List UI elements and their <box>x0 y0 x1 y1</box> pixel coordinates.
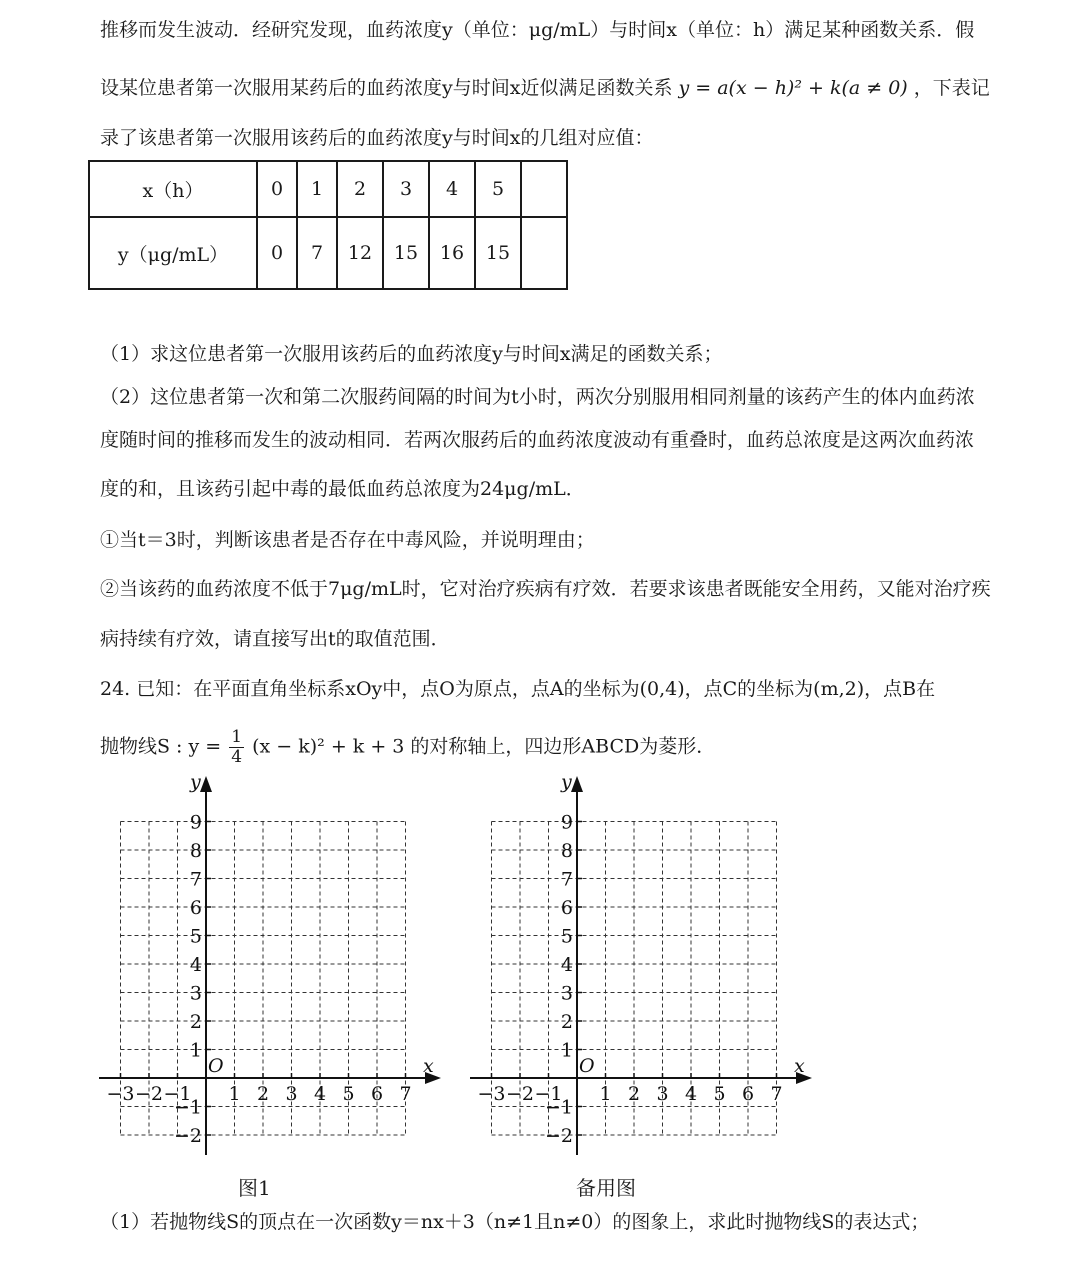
y-tick-label: 7 <box>560 868 573 891</box>
y-tick-label: 3 <box>189 982 202 1005</box>
table-cell: 5 <box>475 161 521 217</box>
table-cell: 12 <box>337 217 383 289</box>
p23-question2-line3: 度的和，且该药引起中毒的最低血药总浓度为24μg/mL． <box>100 478 585 500</box>
x-tick-label: −2 <box>505 1083 535 1105</box>
y-tick-label: 1 <box>189 1039 202 1062</box>
table-cell: 1 <box>297 161 337 217</box>
fraction <box>229 728 244 767</box>
fraction-denominator: 4 <box>231 747 243 767</box>
table-cell: 2 <box>337 161 383 217</box>
p24-question1: （1）若抛物线S的顶点在一次函数y＝nx＋3（n≠1且n≠0）的图象上，求此时抛物线S的表达式； <box>100 1211 930 1233</box>
x-tick-label: 5 <box>342 1083 355 1105</box>
y-tick-label: −2 <box>544 1125 573 1147</box>
x-tick-label: 2 <box>256 1083 270 1105</box>
origin-label: O <box>208 1055 224 1077</box>
p23-line3: 录了该患者第一次服用该药后的血药浓度y与时间x的几组对应值： <box>100 127 654 149</box>
x-tick-label: 2 <box>627 1083 641 1105</box>
x-tick-label: −1 <box>163 1083 192 1105</box>
y-tick-label: −1 <box>544 1096 573 1119</box>
x-tick-label: −1 <box>534 1083 563 1105</box>
fraction-numerator: 1 <box>231 727 243 747</box>
p23-line1: 推移而发生波动．经研究发现，血药浓度y（单位：μg/mL）与时间x（单位：h）满足某种函数关系．假 <box>100 19 975 41</box>
table-header-x: x（h） <box>89 161 257 217</box>
y-tick-label: 4 <box>189 954 202 976</box>
x-tick-label: 1 <box>599 1083 612 1105</box>
y-tick-label: 5 <box>189 925 202 948</box>
x-tick-label: 4 <box>684 1083 698 1105</box>
concentration-table <box>88 160 568 290</box>
table-cell: 15 <box>383 217 429 289</box>
p23-question1: （1）求这位患者第一次服用该药后的血药浓度y与时间x满足的函数关系； <box>100 343 723 365</box>
y-axis-label: y <box>561 771 572 793</box>
p23-line2-pre: 设某位患者第一次服用某药后的血药浓度y与时间x近似满足函数关系 <box>100 77 673 99</box>
p23-question2-line2: 度随时间的推移而发生的波动相同．若两次服药后的血药浓度波动有重叠时，血药总浓度是这两次血药浓 <box>100 429 975 451</box>
table-cell: 15 <box>475 217 521 289</box>
coordinate-grid-figure1 <box>95 770 445 1160</box>
y-tick-label: 9 <box>189 811 202 834</box>
origin-label: O <box>579 1055 595 1077</box>
p24-line2 <box>100 728 715 767</box>
x-axis-label: x <box>794 1055 805 1077</box>
x-tick-label: 7 <box>399 1083 412 1105</box>
table-cell: 7 <box>297 217 337 289</box>
table-cell: 0 <box>257 217 297 289</box>
table-cell: 0 <box>257 161 297 217</box>
p24-line2-pre: 抛物线S : y = <box>100 735 222 758</box>
x-tick-label: −3 <box>106 1083 135 1105</box>
table-cell: 4 <box>429 161 475 217</box>
caption-spare-figure: 备用图 <box>576 1176 636 1200</box>
x-tick-label: 5 <box>713 1083 726 1105</box>
y-tick-label: 9 <box>560 811 573 834</box>
p23-line2-post: ，下表记 <box>913 77 990 99</box>
y-tick-label: 6 <box>560 897 573 919</box>
y-tick-label: 7 <box>189 868 202 891</box>
y-tick-label: 6 <box>189 897 202 919</box>
y-tick-label: 2 <box>189 1011 202 1033</box>
table-cell <box>521 217 567 289</box>
table-cell: 3 <box>383 161 429 217</box>
y-axis-label: y <box>190 771 201 793</box>
table-row-y <box>89 217 567 289</box>
y-tick-label: 3 <box>560 982 573 1005</box>
x-tick-label: 6 <box>370 1083 384 1105</box>
y-tick-label: −1 <box>173 1096 202 1119</box>
x-tick-label: −2 <box>134 1083 164 1105</box>
p23-question2-line1: （2）这位患者第一次和第二次服药间隔的时间为t小时，两次分别服用相同剂量的该药产生的体内血药浓 <box>100 386 975 408</box>
table-cell: 16 <box>429 217 475 289</box>
p23-subquestion2-line2: 病持续有疗效，请直接写出t的取值范围． <box>100 628 450 650</box>
y-axis-arrow-icon <box>571 776 583 792</box>
y-tick-label: 2 <box>560 1011 573 1033</box>
y-tick-label: 8 <box>189 840 202 862</box>
x-tick-label: 3 <box>285 1083 298 1105</box>
p24-line1: 24. 已知：在平面直角坐标系xOy中，点O为原点，点A的坐标为(0,4)，点C的坐标为(m,2)，点B在 <box>100 678 936 700</box>
p23-function-formula: y = a(x − h)² + k(a ≠ 0) <box>678 77 908 99</box>
y-tick-label: −2 <box>173 1125 202 1147</box>
p23-line2 <box>100 76 990 100</box>
y-tick-label: 5 <box>560 925 573 948</box>
table-header-y: y（μg/mL） <box>89 217 257 289</box>
table-row-x <box>89 161 567 217</box>
x-tick-label: 3 <box>656 1083 669 1105</box>
y-tick-label: 8 <box>560 840 573 862</box>
x-axis-label: x <box>423 1055 434 1077</box>
p23-subquestion1: ①当t＝3时，判断该患者是否存在中毒风险，并说明理由； <box>100 529 595 551</box>
x-tick-label: 1 <box>228 1083 241 1105</box>
coordinate-grid-spare <box>466 770 816 1160</box>
caption-figure1: 图1 <box>238 1176 271 1200</box>
y-tick-label: 4 <box>560 954 573 976</box>
y-tick-label: 1 <box>560 1039 573 1062</box>
x-tick-label: 4 <box>313 1083 327 1105</box>
table-cell <box>521 161 567 217</box>
x-tick-label: 7 <box>770 1083 783 1105</box>
p23-subquestion2-line1: ②当该药的血药浓度不低于7μg/mL时，它对治疗疾病有疗效．若要求该患者既能安全用药，又能对治疗疾 <box>100 578 991 600</box>
y-axis-arrow-icon <box>200 776 212 792</box>
x-tick-label: −3 <box>477 1083 506 1105</box>
p24-line2-post: (x − k)² + k + 3 的对称轴上，四边形ABCD为菱形． <box>252 735 716 758</box>
x-tick-label: 6 <box>741 1083 755 1105</box>
